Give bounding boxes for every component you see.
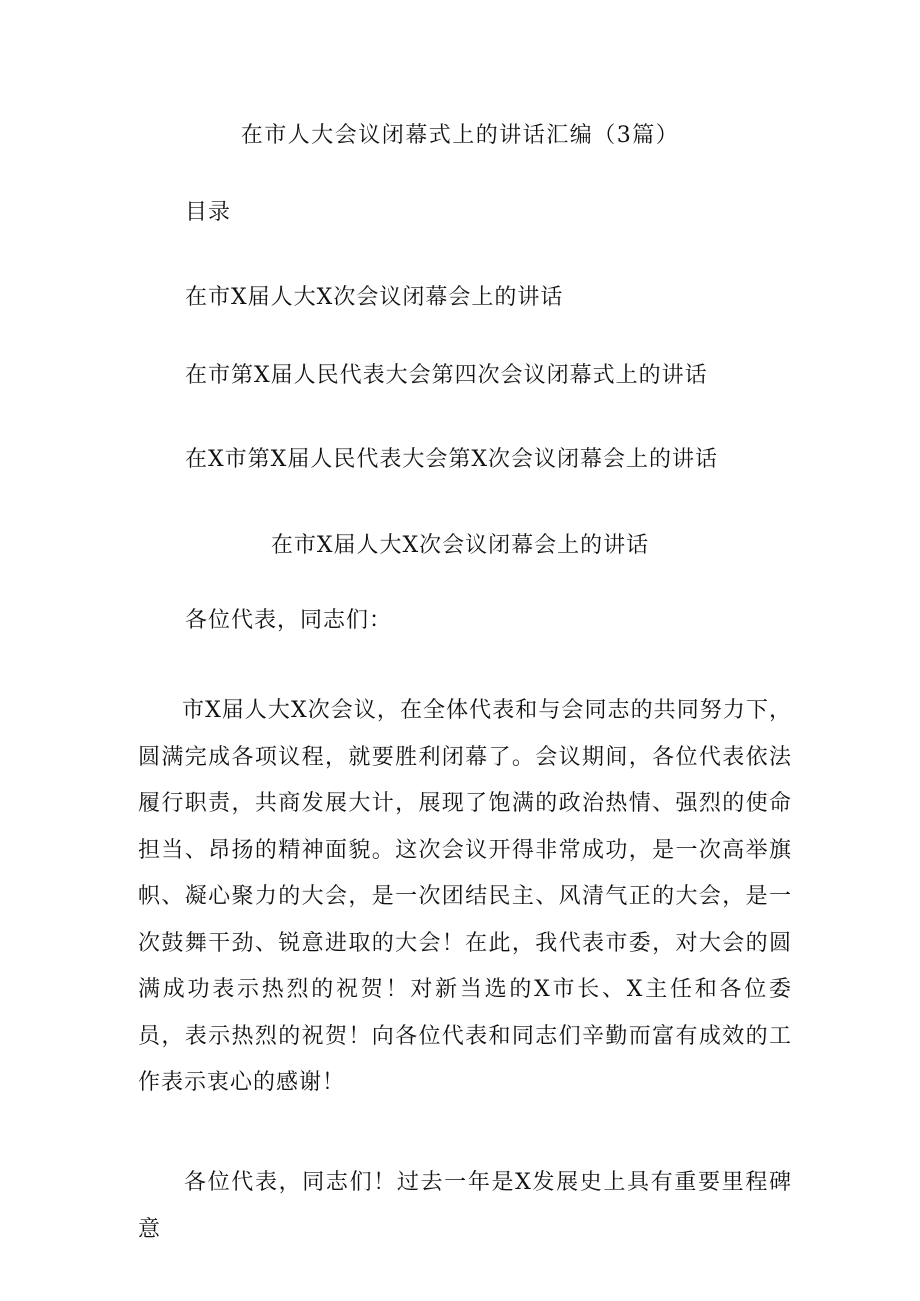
document-title: 在市人大会议闭幕式上的讲话汇编（3篇） — [240, 123, 680, 148]
salutation: 各位代表，同志们： — [185, 608, 393, 633]
toc-item: 在市第X届人民代表大会第四次会议闭幕式上的讲话 — [185, 363, 708, 388]
section-title: 在市X届人大X次会议闭幕会上的讲话 — [270, 533, 650, 558]
toc-item: 在市X届人大X次会议闭幕会上的讲话 — [185, 285, 564, 310]
toc-item: 在X市第X届人民代表大会第X次会议闭幕会上的讲话 — [185, 447, 718, 472]
body-paragraph: 市X届人大X次会议，在全体代表和与会同志的共同努力下，圆满完成各项议程，就要胜利闭幕了。会议期间，各位代表依法履行职责，共商发展大计，展现了饱满的政治热情、强烈的使命担当、昂扬的精神面貌。这次会议开得非常成功，是一次高举旗帜、凝心聚力的大会，是一次团结民主、风清气正的大会，是一次鼓舞干劲、锐意进取的大会！在此，我代表市委，对大会的圆满成功表示热烈的祝贺！对新当选的X市长、X主任和各位委员，表示热烈的祝贺！向各位代表和同志们辛勤而富有成效的工作表示衷心的感谢！ — [138, 698, 792, 1095]
toc-heading: 目录 — [185, 200, 232, 225]
body-paragraph: 各位代表，同志们！过去一年是X发展史上具有重要里程碑意 — [138, 1170, 792, 1242]
